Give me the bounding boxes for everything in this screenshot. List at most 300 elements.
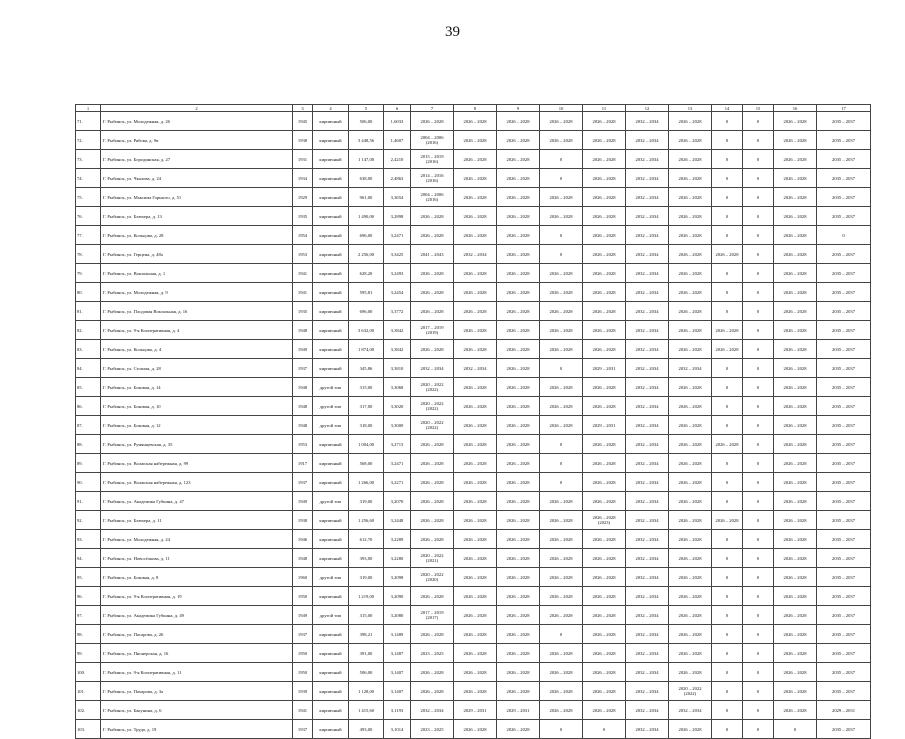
table-cell: 2026 – 2028 <box>774 587 817 606</box>
table-cell: 3,2098 <box>384 568 411 587</box>
table-cell: 2035 – 2037 <box>817 397 871 416</box>
table-row <box>76 530 871 549</box>
table-cell: 2032 – 2034 <box>626 321 669 340</box>
table-cell: 2026 – 2028 <box>583 169 626 188</box>
table-cell: 2035 – 2037 <box>817 150 871 169</box>
column-number-cell: 12 <box>626 105 669 112</box>
table-cell: 345,86 <box>349 359 384 378</box>
table-cell: кирпичный <box>313 302 349 321</box>
table-cell: 2026 – 2028 <box>669 226 712 245</box>
table-cell: 2035 – 2037 <box>817 549 871 568</box>
table-cell: 0 <box>712 568 743 587</box>
table-cell: 2026 – 2028 <box>669 473 712 492</box>
row-number-cell: 95. <box>76 568 101 587</box>
table-cell: 2026 – 2028 <box>583 378 626 397</box>
table-cell: 0 <box>743 321 774 340</box>
table-cell: 2026 – 2028 <box>774 302 817 321</box>
table-cell: 2026 – 2028 <box>774 188 817 207</box>
table-cell: 0 <box>743 530 774 549</box>
table-cell: 2026 – 2028 <box>497 549 540 568</box>
table-cell: 2035 – 2037 <box>817 587 871 606</box>
table-cell: 2026 – 2028 <box>540 511 583 530</box>
address-cell: Г. Рыбинск, ул. Кольцова, д. 28 <box>101 226 293 245</box>
table-cell: 2026 – 2028 <box>583 321 626 340</box>
table-cell: 2026 – 2028 <box>669 492 712 511</box>
table-cell: 2026 – 2028 <box>497 473 540 492</box>
table-cell: 2026 – 2028 <box>411 340 454 359</box>
table-cell: 2026 – 2028 <box>669 378 712 397</box>
table-cell: 2026 – 2028 <box>411 492 454 511</box>
table-cell: 2026 – 2028 <box>583 188 626 207</box>
table-cell: 3,2454 <box>384 283 411 302</box>
row-number-cell: 94. <box>76 549 101 568</box>
row-number-cell: 80. <box>76 283 101 302</box>
table-cell: 2035 – 2037 <box>817 530 871 549</box>
address-cell: Г. Рыбинск, ул. Боковая, д. 14 <box>101 378 293 397</box>
table-cell: 2032 – 2034 <box>454 359 497 378</box>
table-cell: 0 <box>743 663 774 682</box>
table-cell: 2026 – 2028 <box>774 625 817 644</box>
table-cell: 2026 – 2028 <box>497 530 540 549</box>
table-cell: 2026 – 2028 <box>454 131 497 150</box>
table-cell: 1937 <box>293 473 313 492</box>
table-cell: 2032 – 2034 <box>626 644 669 663</box>
table-cell: 2026 – 2028 <box>583 245 626 264</box>
table-cell: 2,4863 <box>384 169 411 188</box>
table-cell: 2032 – 2034 <box>626 416 669 435</box>
column-number-cell: 11 <box>583 105 626 112</box>
table-cell: 1937 <box>293 625 313 644</box>
table-cell: 0 <box>540 435 583 454</box>
table-cell: 1948 <box>293 378 313 397</box>
row-number-cell: 102. <box>76 701 101 720</box>
table-cell: 2026 – 2028 <box>454 720 497 739</box>
table-cell: 1 128,00 <box>349 682 384 701</box>
table-cell: 2026 – 2028 <box>774 606 817 625</box>
table-cell: 1953 <box>293 245 313 264</box>
table-cell: 0 <box>743 492 774 511</box>
table-cell: 2035 – 2037 <box>817 720 871 739</box>
table-cell: 2026 – 2028 <box>454 435 497 454</box>
table-cell: 2026 – 2028 <box>774 416 817 435</box>
table-cell: 0 <box>712 207 743 226</box>
table-cell: 1948 <box>293 416 313 435</box>
row-number-cell: 93. <box>76 530 101 549</box>
table-cell: 2032 – 2034 <box>626 378 669 397</box>
table-cell: 319,00 <box>349 568 384 587</box>
table-cell: 1950 <box>293 644 313 663</box>
table-cell: 3,2070 <box>384 492 411 511</box>
table-cell: 3,2898 <box>384 207 411 226</box>
table-cell: 2026 – 2028 <box>583 530 626 549</box>
table-cell: 0 <box>743 131 774 150</box>
table-cell: 2032 – 2034 <box>626 112 669 131</box>
table-cell: 2026 – 2028 <box>669 606 712 625</box>
table-cell: 2026 – 2028 <box>411 587 454 606</box>
table-cell: 0 <box>743 397 774 416</box>
table-cell: 2026 – 2028 <box>712 511 743 530</box>
table-cell: 2032 – 2034 <box>626 473 669 492</box>
table-row <box>76 492 871 511</box>
table-cell: 3,2471 <box>384 226 411 245</box>
table-cell: 2026 – 2028 <box>497 302 540 321</box>
table-cell: 2026 – 2028 <box>583 112 626 131</box>
table-cell: 2035 – 2037 <box>817 169 871 188</box>
table-cell: 2026 – 2028 <box>454 511 497 530</box>
table-cell: 2004 – 2006 (2016) <box>411 131 454 150</box>
address-cell: Г. Рыбинск, ул. Молодежная, д. 9 <box>101 283 293 302</box>
table-cell: 0 <box>712 454 743 473</box>
address-cell: Г. Рыбинск, ул. Герцена, д. 48а <box>101 245 293 264</box>
table-cell: 696,00 <box>349 226 384 245</box>
table-cell: 2026 – 2028 <box>669 663 712 682</box>
table-cell: 2026 – 2028 <box>454 169 497 188</box>
table-cell: 1950 <box>293 587 313 606</box>
table-cell: 2026 – 2028 <box>454 340 497 359</box>
table-cell: 3,2471 <box>384 454 411 473</box>
table-cell: 2026 – 2028 <box>411 530 454 549</box>
table-cell: 2026 – 2028 <box>583 568 626 587</box>
table-cell: 0 <box>743 454 774 473</box>
table-cell: 2026 – 2028 <box>454 625 497 644</box>
table-cell: 3,3000 <box>384 416 411 435</box>
table-cell: 2032 – 2034 <box>626 226 669 245</box>
table-cell: 1954 <box>293 226 313 245</box>
table-cell: 2026 – 2028 <box>454 587 497 606</box>
table-cell: 3,1407 <box>384 663 411 682</box>
table-cell: 2032 – 2034 <box>626 663 669 682</box>
table-cell: 2026 – 2028 <box>540 321 583 340</box>
address-cell: Г. Рыбинск, ул. Бородинская, д. 27 <box>101 150 293 169</box>
address-cell: Г. Рыбинск, ул. Академика Губкина, д. 49 <box>101 606 293 625</box>
table-cell: 2035 – 2037 <box>817 625 871 644</box>
table-row <box>76 302 871 321</box>
address-cell: Г. Рыбинск, ул. 9-я Кооперативная, д. 4 <box>101 321 293 340</box>
address-cell: Г. Рыбинск, ул. Труда, д. 19 <box>101 720 293 739</box>
table-cell: 2026 – 2028 <box>583 264 626 283</box>
table-cell: 1917 <box>293 454 313 473</box>
table-cell: 2026 – 2028 <box>540 587 583 606</box>
table-cell: 0 <box>712 625 743 644</box>
table-cell: 2026 – 2028 <box>411 625 454 644</box>
table-cell: 0 <box>712 682 743 701</box>
table-cell: 2032 – 2034 <box>411 701 454 720</box>
table-cell: 0 <box>743 245 774 264</box>
table-cell: 2026 – 2028 <box>454 188 497 207</box>
table-cell: 2026 – 2028 <box>669 397 712 416</box>
table-cell: 961,00 <box>349 188 384 207</box>
table-cell: 2032 – 2034 <box>626 701 669 720</box>
table-cell: 3 632,00 <box>349 321 384 340</box>
column-number-cell: 13 <box>669 105 712 112</box>
table-cell: 2035 – 2037 <box>817 188 871 207</box>
table-cell: 2026 – 2028 <box>712 321 743 340</box>
table-cell: 0 <box>743 150 774 169</box>
table-cell: 0 <box>743 568 774 587</box>
table-cell: 2026 – 2028 <box>540 112 583 131</box>
housing-register-table <box>75 104 871 739</box>
table-cell: 0 <box>712 131 743 150</box>
table-cell: 1 490,00 <box>349 207 384 226</box>
table-cell: 2026 – 2028 <box>497 416 540 435</box>
table-cell: 2026 – 2028 <box>669 150 712 169</box>
table-cell: 2026 – 2028 <box>583 682 626 701</box>
table-cell: 2026 – 2028 <box>583 473 626 492</box>
table-cell: 1935 <box>293 302 313 321</box>
table-cell: 2026 – 2028 <box>669 720 712 739</box>
table-cell: 2026 – 2028 <box>454 454 497 473</box>
table-cell: 2026 – 2028 <box>583 226 626 245</box>
column-number-cell: 10 <box>540 105 583 112</box>
table-cell: 2026 – 2028 <box>669 131 712 150</box>
column-number-cell: 16 <box>774 105 817 112</box>
table-row <box>76 112 871 131</box>
table-cell: 2026 – 2028 <box>774 131 817 150</box>
table-cell: 0 <box>743 720 774 739</box>
address-cell: Г. Рыбинск, ул. Вокзальная, д. 1 <box>101 264 293 283</box>
row-number-cell: 103. <box>76 720 101 739</box>
table-row <box>76 226 871 245</box>
table-cell: 2026 – 2028 <box>454 226 497 245</box>
table-cell: 2026 – 2028 <box>669 321 712 340</box>
table-cell: 1 147,00 <box>349 150 384 169</box>
table-cell: 1937 <box>293 720 313 739</box>
table-cell: 1941 <box>293 264 313 283</box>
table-row <box>76 131 871 150</box>
table-cell: 0 <box>743 473 774 492</box>
table-cell: 1953 <box>293 435 313 454</box>
table-cell: 1939 <box>293 682 313 701</box>
table-row <box>76 245 871 264</box>
table-cell: 2026 – 2028 <box>669 625 712 644</box>
row-number-cell: 97. <box>76 606 101 625</box>
table-cell: 2032 – 2034 <box>626 188 669 207</box>
table-cell: 0 <box>540 169 583 188</box>
table-cell: 0 <box>712 112 743 131</box>
table-cell: 2032 – 2034 <box>669 701 712 720</box>
table-cell: 2026 – 2028 <box>497 321 540 340</box>
table-row <box>76 606 871 625</box>
table-cell: 2026 – 2028 <box>454 644 497 663</box>
table-cell: 0 <box>583 720 626 739</box>
table-cell: 0 <box>712 644 743 663</box>
table-cell: 391,00 <box>349 644 384 663</box>
table-cell: кирпичный <box>313 682 349 701</box>
table-cell: 393,00 <box>349 549 384 568</box>
table-cell: 2026 – 2028 <box>454 283 497 302</box>
row-number-cell: 72. <box>76 131 101 150</box>
table-cell: 2032 – 2034 <box>669 359 712 378</box>
table-cell: 2026 – 2028 <box>774 663 817 682</box>
table-cell: 2026 – 2028 <box>669 511 712 530</box>
table-cell: 2032 – 2034 <box>626 397 669 416</box>
table-cell: 2026 – 2028 <box>774 226 817 245</box>
table-cell: 0 <box>743 207 774 226</box>
table-cell: 2026 – 2028 <box>454 378 497 397</box>
table-cell: 2026 – 2028 <box>497 663 540 682</box>
table-cell: 2 256,00 <box>349 245 384 264</box>
table-cell: 0 <box>712 549 743 568</box>
address-cell: Г. Рыбинск, ул. 9-я Кооперативная, д. 11 <box>101 663 293 682</box>
table-cell: 0 <box>712 169 743 188</box>
table-cell: 2032 – 2034 <box>626 435 669 454</box>
row-number-cell: 76. <box>76 207 101 226</box>
table-cell: 3,1193 <box>384 701 411 720</box>
address-cell: Г. Рыбинск, ул. Академика Губкина, д. 47 <box>101 492 293 511</box>
table-cell: 2026 – 2028 <box>454 416 497 435</box>
row-number-cell: 74. <box>76 169 101 188</box>
table-cell: 2026 – 2028 <box>774 150 817 169</box>
table-cell: кирпичный <box>313 473 349 492</box>
table-cell: 2026 – 2028 <box>497 283 540 302</box>
table-cell: 1 266,00 <box>349 473 384 492</box>
table-cell: 2035 – 2037 <box>817 435 871 454</box>
table-cell: 0 <box>743 283 774 302</box>
table-cell: 2035 – 2037 <box>817 511 871 530</box>
table-cell: 2032 – 2034 <box>626 625 669 644</box>
column-number-cell: 14 <box>712 105 743 112</box>
table-cell: 2026 – 2028 <box>497 644 540 663</box>
table-cell: 3,3842 <box>384 321 411 340</box>
row-number-cell: 87. <box>76 416 101 435</box>
address-cell: Г. Рыбинск, ул. Молодежная, д. 24 <box>101 530 293 549</box>
table-cell: 0 <box>817 226 871 245</box>
table-cell: 2026 – 2028 <box>454 549 497 568</box>
table-cell: 1 004,00 <box>349 435 384 454</box>
row-number-cell: 98. <box>76 625 101 644</box>
table-cell: 2026 – 2028 <box>411 663 454 682</box>
address-cell: Г. Рыбинск, ул. 9-я Кооперативная, д. 19 <box>101 587 293 606</box>
address-cell: Г. Рыбинск, ул. Волжская набережная, д. 123 <box>101 473 293 492</box>
table-cell: 2029 – 2031 <box>583 359 626 378</box>
table-cell: кирпичный <box>313 150 349 169</box>
table-cell: 612,70 <box>349 530 384 549</box>
table-cell: 2026 – 2028 <box>540 188 583 207</box>
table-cell: 1941 <box>293 701 313 720</box>
row-number-cell: 89. <box>76 454 101 473</box>
table-cell: 2026 – 2028 <box>497 340 540 359</box>
table-cell: 2026 – 2028 <box>411 112 454 131</box>
table-cell: 2032 – 2034 <box>626 492 669 511</box>
table-cell: 1929 <box>293 188 313 207</box>
table-cell: 2035 – 2037 <box>817 378 871 397</box>
table-cell: 2026 – 2028 <box>497 492 540 511</box>
table-cell: 2026 – 2028 <box>774 568 817 587</box>
table-cell: 2032 – 2034 <box>626 530 669 549</box>
table-cell: 3,2493 <box>384 264 411 283</box>
table-cell: 2026 – 2028 <box>540 283 583 302</box>
table-cell: кирпичный <box>313 226 349 245</box>
table-row <box>76 720 871 739</box>
table-cell: кирпичный <box>313 340 349 359</box>
row-number-cell: 90. <box>76 473 101 492</box>
table-cell: 3,1487 <box>384 644 411 663</box>
page-number: 39 <box>445 24 460 40</box>
table-cell: 2026 – 2028 <box>669 568 712 587</box>
table-cell: 0 <box>540 454 583 473</box>
table-cell: 2035 – 2037 <box>817 131 871 150</box>
table-cell: 2035 – 2037 <box>817 302 871 321</box>
table-cell: 1 874,00 <box>349 340 384 359</box>
row-number-cell: 81. <box>76 302 101 321</box>
table-cell: 3,3425 <box>384 245 411 264</box>
table-cell: 2026 – 2028 <box>411 682 454 701</box>
table-row <box>76 416 871 435</box>
table-row <box>76 169 871 188</box>
table-cell: 3,1407 <box>384 682 411 701</box>
table-cell: 1948 <box>293 549 313 568</box>
table-row <box>76 701 871 720</box>
table-cell: кирпичный <box>313 530 349 549</box>
column-number-cell: 4 <box>313 105 349 112</box>
table-cell: 2026 – 2028 <box>669 112 712 131</box>
table-cell: 2026 – 2028 <box>669 549 712 568</box>
table-cell: 2026 – 2028 <box>411 473 454 492</box>
table-row <box>76 188 871 207</box>
table-row <box>76 682 871 701</box>
table-cell: 0 <box>712 283 743 302</box>
table-cell: 2026 – 2028 <box>411 264 454 283</box>
table-cell: 317,00 <box>349 397 384 416</box>
table-cell: 2032 – 2034 <box>454 245 497 264</box>
table-cell: 2026 – 2028 <box>454 397 497 416</box>
table-cell: 2035 – 2037 <box>817 264 871 283</box>
table-cell: другой тип <box>313 416 349 435</box>
table-cell: кирпичный <box>313 359 349 378</box>
table-cell: 1 219,00 <box>349 587 384 606</box>
table-cell: 2032 – 2034 <box>411 359 454 378</box>
table-cell: 2026 – 2028 <box>583 644 626 663</box>
table-cell: 2029 – 2031 <box>583 416 626 435</box>
table-cell: 2026 – 2028 <box>497 435 540 454</box>
table-cell: 2032 – 2034 <box>626 549 669 568</box>
table-cell: другой тип <box>313 606 349 625</box>
address-cell: Г. Рыбинск, ул. Рябова, д. 9в <box>101 131 293 150</box>
address-cell: Г. Рыбинск, ул. Румянцевская, д. 35 <box>101 435 293 454</box>
table-cell: 2035 – 2037 <box>817 644 871 663</box>
table-cell: 2026 – 2028 <box>669 644 712 663</box>
row-number-cell: 101. <box>76 682 101 701</box>
table-cell: 0 <box>712 226 743 245</box>
column-number-row <box>76 105 871 112</box>
table-cell: кирпичный <box>313 321 349 340</box>
table-cell: 2026 – 2028 <box>540 606 583 625</box>
table-cell: 2026 – 2028 <box>774 435 817 454</box>
table-cell: 2026 – 2028 <box>540 682 583 701</box>
table-cell: 2026 – 2028 <box>669 530 712 549</box>
table-cell: 0 <box>743 625 774 644</box>
table-cell: 2026 – 2028 <box>411 454 454 473</box>
table-cell: 0 <box>712 720 743 739</box>
column-number-cell: 6 <box>384 105 411 112</box>
table-cell: 0 <box>743 188 774 207</box>
table-cell: 0 <box>743 549 774 568</box>
table-cell: 2026 – 2028 <box>774 245 817 264</box>
table-cell: 2035 – 2037 <box>817 568 871 587</box>
table-cell: 2026 – 2028 <box>774 397 817 416</box>
address-cell: Г. Рыбинск, ул. Пахарова, д. 3а <box>101 682 293 701</box>
table-cell: 1934 <box>293 169 313 188</box>
table-cell: 0 <box>540 720 583 739</box>
table-cell: другой тип <box>313 492 349 511</box>
table-cell: кирпичный <box>313 264 349 283</box>
table-cell: 2026 – 2028 <box>669 245 712 264</box>
table-row <box>76 568 871 587</box>
table-cell: 0 <box>743 644 774 663</box>
row-number-cell: 96. <box>76 587 101 606</box>
table-cell: 0 <box>540 473 583 492</box>
address-cell: Г. Рыбинск, ул. Волжская набережная, д. 99 <box>101 454 293 473</box>
